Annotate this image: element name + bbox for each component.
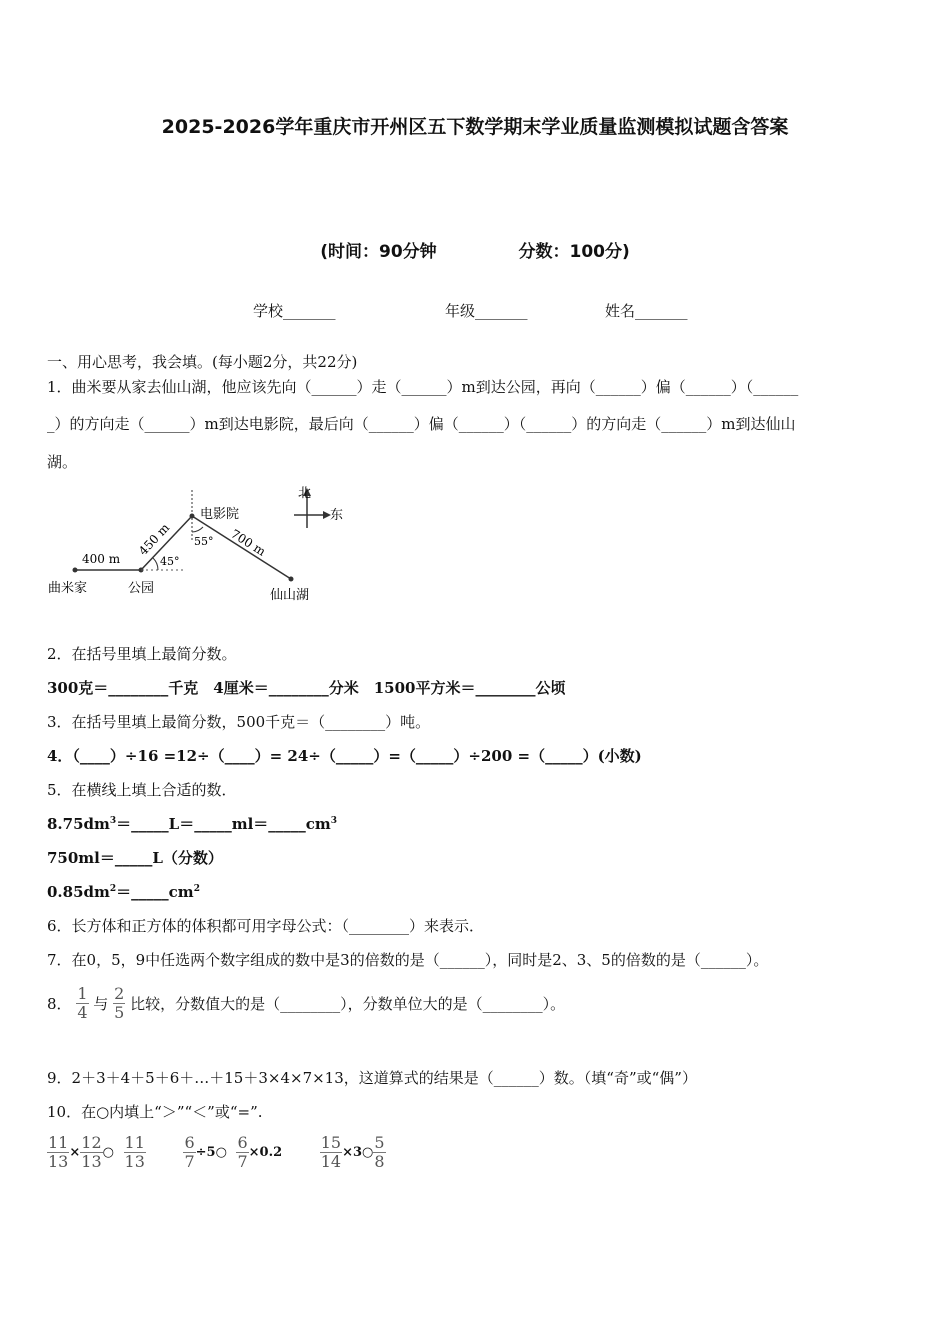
north-label: 北	[298, 486, 312, 501]
page-title: 2025-2026学年重庆市开州区五下数学期末学业质量监测模拟试题含答案	[161, 116, 789, 138]
grade-field[interactable]: 年级_______	[445, 302, 528, 320]
question-10-line-1: 10．在○内填上“＞”“＜”或“=”.	[47, 1103, 263, 1121]
park-label: 公园	[128, 581, 155, 596]
question-2-line-2: 300克＝________千克 4厘米＝________分米 1500平方米＝________公顷	[47, 679, 566, 697]
angle-arc-45	[153, 558, 158, 570]
fraction-2-5: $\frac{2}{5}$	[114, 984, 125, 1022]
exam-score: 分数：100分)	[518, 242, 630, 262]
question-5-line-1: 5．在横线上填上合适的数．	[47, 781, 237, 799]
exam-time: (时间：90分钟	[320, 242, 437, 262]
question-6: 6．长方体和正方体的体积都可用字母公式：（________）来表示．	[47, 917, 485, 935]
east-label: 东	[330, 508, 344, 523]
question-10-expressions: $\frac{11}{13}$ × $\frac{12}{13}$ ○ $\frac{11}{13}$ $\frac{6}{7}$ ÷5○ $\frac{6}{7}$ ×0.2 $\frac{15}{14}$ ×3○ $\frac{5}{8}$	[48, 1133, 385, 1171]
home-point	[73, 568, 78, 573]
home-label: 曲米家	[48, 581, 88, 596]
exam-time-score	[0, 237, 950, 262]
name-field[interactable]: 姓名_______	[605, 302, 688, 320]
question-1-line-1: 1．曲米要从家去仙山湖，他应该先向（______）走（______）m到达公园，再向（______）偏（______）（______	[47, 378, 799, 396]
distance-700: 700 m	[228, 526, 269, 559]
angle-arc-55	[192, 527, 203, 532]
lake-label: 仙山湖	[270, 588, 310, 603]
lake-point	[289, 577, 294, 582]
question-5-line-4: $0.85dm^2=\_\_\_\_\_cm^2$	[47, 883, 200, 901]
question-8: 8． $\frac{1}{4}$ 与 $\frac{2}{5}$ 比较，分数值大的是（________），分数单位大的是（________）。	[47, 984, 566, 1022]
question-5-line-2: $8.75dm^3=\_\_\_\_\_L=\_\_\_\_\_ml=\_\_\_\_\_cm^3$	[47, 815, 338, 833]
angle-45-label: 45°	[160, 555, 180, 568]
fraction-1-4: $\frac{1}{4}$	[77, 984, 88, 1022]
question-4: 4．（____）÷16 =12÷（____）= 24÷（_____）=（_____）÷200 =（_____）(小数)	[47, 747, 642, 765]
question-1-line-2: _）的方向走（______）m到达电影院，最后向（______）偏（______）（______）的方向走（______）m到达仙山	[47, 415, 796, 433]
distance-400: 400 m	[82, 552, 121, 566]
question-2-line-1: 2．在括号里填上最简分数。	[47, 645, 237, 663]
cinema-label: 电影院	[200, 507, 240, 522]
school-field[interactable]: 学校_______	[253, 302, 336, 320]
question-1-line-3: 湖。	[47, 453, 78, 471]
section-heading: 一、用心思考，我会填。(每小题2分，共22分)	[47, 353, 358, 371]
angle-55-label: 55°	[194, 535, 214, 548]
question-5-line-3: 750ml＝_____L（分数）	[47, 849, 223, 867]
question-3: 3．在括号里填上最简分数，500千克＝（________）吨。	[47, 713, 431, 731]
question-7: 7．在0，5，9中任选两个数字组成的数中是3的倍数的是（______），同时是2、3、5的倍数的是（______）。	[47, 951, 769, 969]
distance-450: 450 m	[135, 520, 173, 559]
question-9: 9．2＋3＋4＋5＋6＋…＋15＋3×4×7×13，这道算式的结果是（______）数。（填“奇”或“偶”）	[47, 1069, 697, 1087]
route-diagram	[40, 478, 360, 608]
